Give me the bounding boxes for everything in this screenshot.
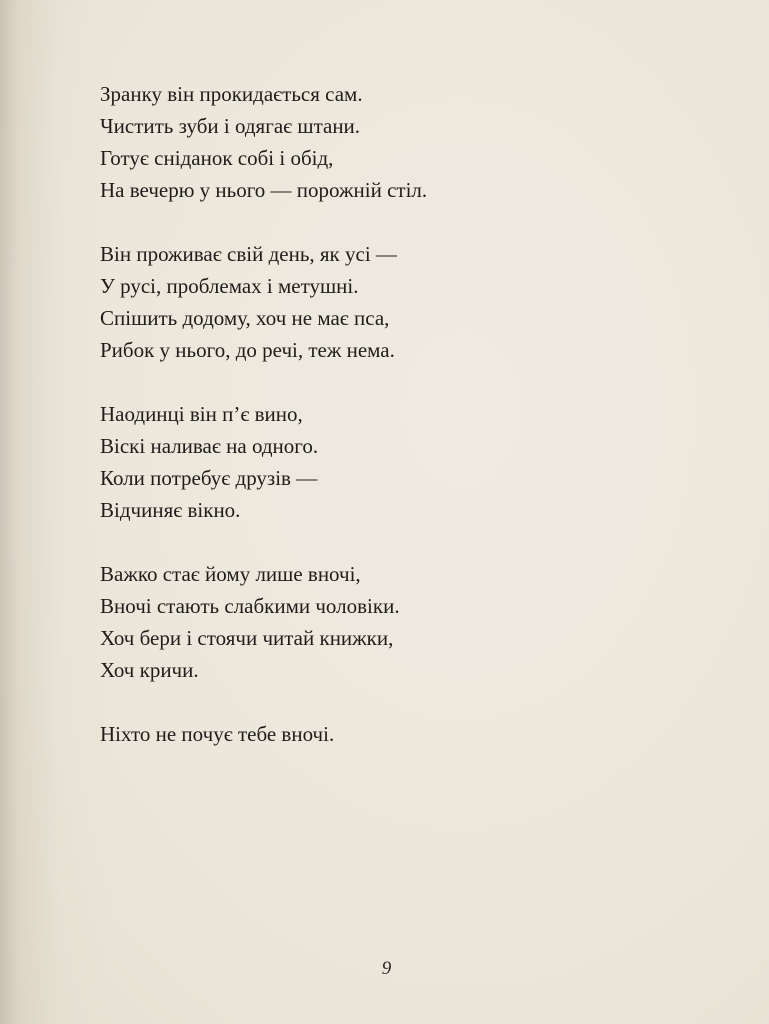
poem-line: Готує сніданок собі і обід, [100,146,334,170]
poem-line: На вечерю у нього — порожній стіл. [100,178,428,202]
stanza-2 [100,238,720,366]
poem-line: Вночі стають слабкими чоловіки. [100,594,400,618]
poem-line: Хоч кричи. [100,658,199,682]
poem-line: Спішить додому, хоч не має пса, [100,306,390,330]
poem-line: Ніхто не почує тебе вночі. [100,722,335,746]
poem-line: Важко стає йому лише вночі, [100,562,361,586]
page-number: 9 [381,958,392,979]
stanza-5 [100,718,720,750]
poem-line: Відчиняє вікно. [100,498,241,522]
poem-line: Віскі наливає на одного. [100,434,319,458]
stanza-1 [100,78,720,206]
poem-line: У русі, проблемах і метушні. [100,274,359,298]
stanza-4 [100,558,720,686]
poem-line: Коли потребує друзів — [100,466,318,490]
poem-line: Наодинці він п’є вино, [100,402,303,426]
poem-line: Зранку він прокидається сам. [100,82,363,106]
poem-line: Рибок у нього, до речі, теж нема. [100,338,395,362]
poem-line: Він проживає свій день, як усі — [100,242,397,266]
poem-line: Хоч бери і стоячи читай книжки, [100,626,394,650]
stanza-3 [100,398,720,526]
poem-line: Чистить зуби і одягає штани. [100,114,361,138]
poem [100,78,720,782]
